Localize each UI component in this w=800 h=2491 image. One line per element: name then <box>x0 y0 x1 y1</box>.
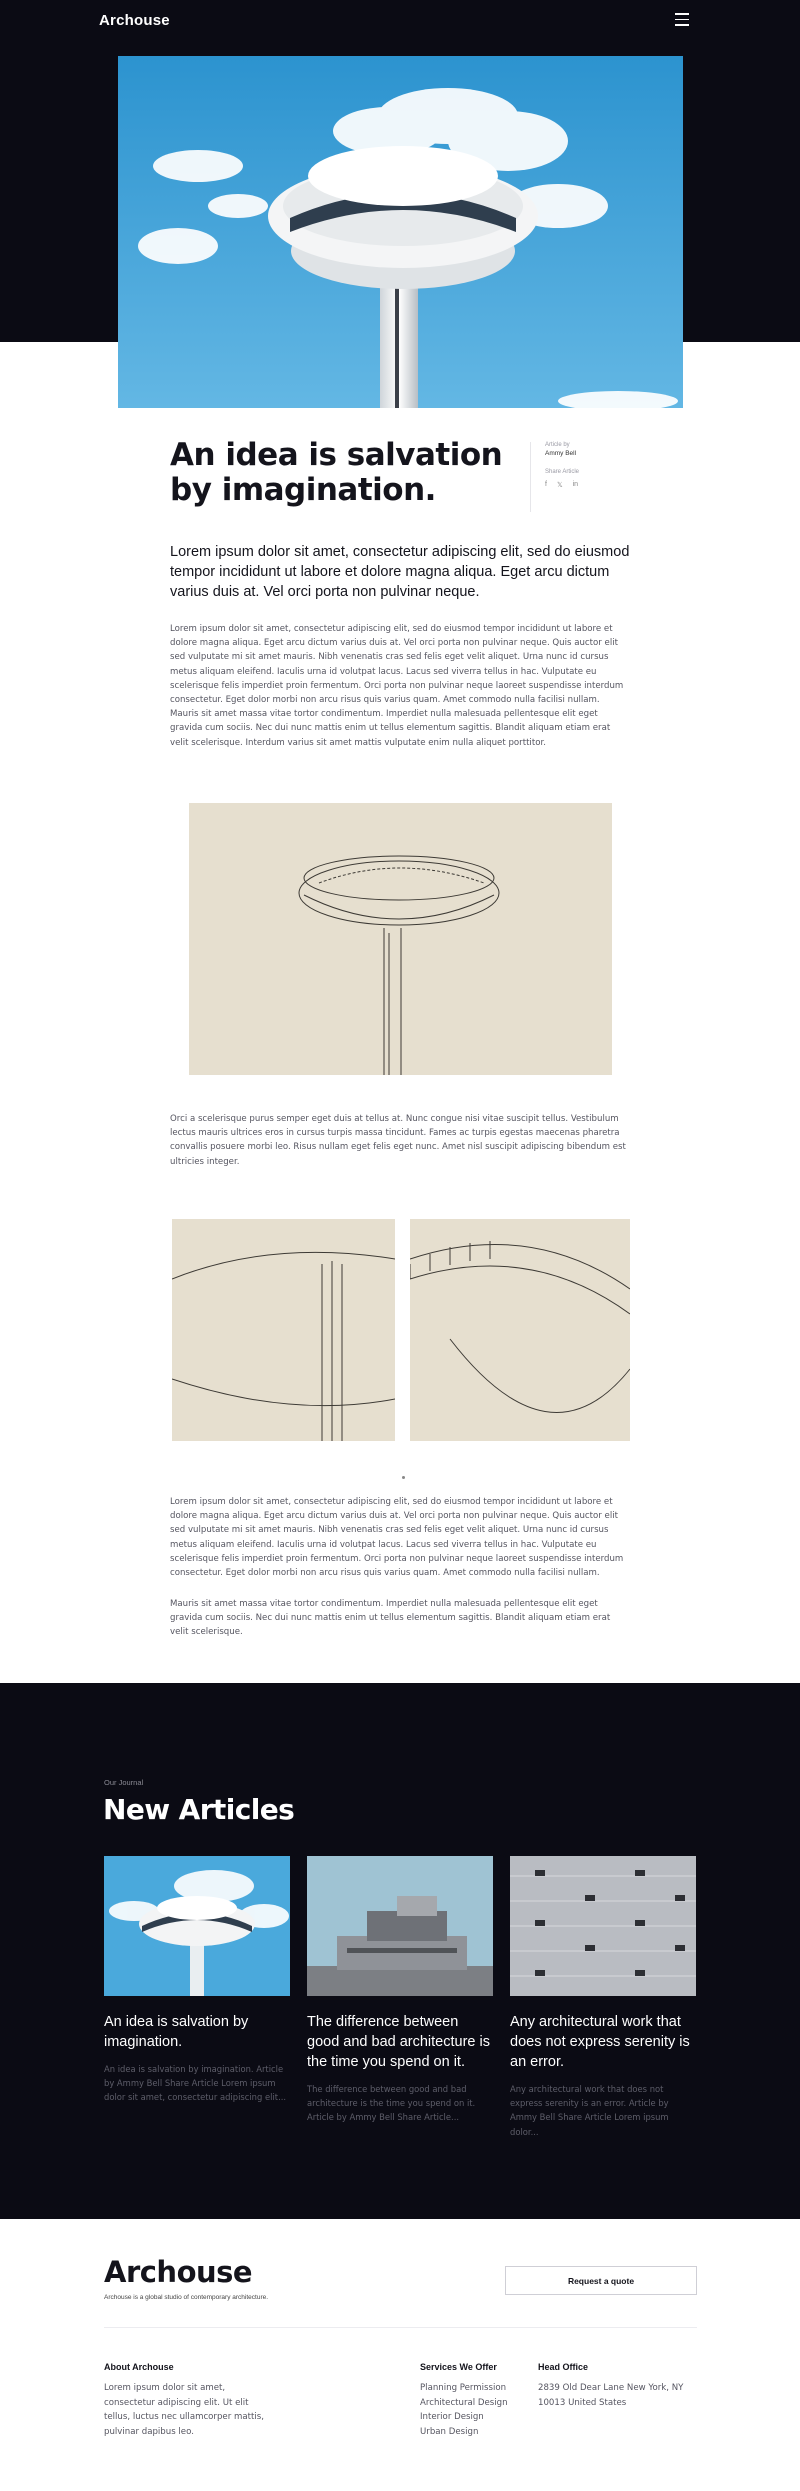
linkedin-icon[interactable]: in <box>572 481 579 488</box>
footer-link-urban[interactable]: Urban Design <box>420 2426 479 2437</box>
request-quote-button[interactable]: Request a quote <box>505 2266 697 2295</box>
footer-office-line1: 2839 Old Dear Lane New York, NY <box>538 2383 684 2393</box>
share-links <box>545 481 640 489</box>
card-title[interactable]: The difference between good and bad architecture is the time you spend on it. <box>307 2014 490 2070</box>
footer-link-interior[interactable]: Interior Design <box>420 2412 484 2422</box>
footer-office <box>538 2362 683 2410</box>
facebook-icon[interactable]: f <box>545 481 547 488</box>
article-paragraph: Mauris sit amet massa vitae tortor condimentum. Imperdiet nulla malesuada pellentesque elit eget gravida cum sociis. Nec dui nunc mattis enim ut tellus elementum sagittis. Blandit aliquam etiam erat velit scelerisque. <box>170 1599 611 1638</box>
article-card[interactable] <box>307 1856 493 2125</box>
divider-dot <box>402 1476 405 1479</box>
footer-link-architectural[interactable]: Architectural Design <box>420 2397 508 2408</box>
section-title: New Articles <box>103 1793 295 1826</box>
card-title[interactable]: Any architectural work that does not express serenity is an error. <box>510 2014 690 2070</box>
section-eyebrow: Our Journal <box>104 1778 144 1787</box>
sketch-image-deck <box>410 1219 630 1441</box>
article-paragraph: Lorem ipsum dolor sit amet, consectetur adipiscing elit, sed do eiusmod tempor incididunt ut labore et dolore magna aliqua. Eget arcu dictum varius duis at. Vel orci porta non pulvinar neque. Quis auctor elit sed vulputate mi sit amet mauris. Nibh venenatis cras sed felis eget velit aliquet. Urna nunc id cursus metus aliquam eleifend. Iaculis urna id volutpat lacus. Lacus sed viverra tellus in hac. Vulputate eu scelerisque felis imperdiet proin fermentum. Orci porta non pulvinar neque laoreet suspendisse interdum consectetur. Eget dolor morbi non arcu risus quis varius quam. Amet commodo nulla facilisi nullam. <box>170 1497 624 1579</box>
card-image <box>307 1856 493 1996</box>
menu-button[interactable] <box>675 13 693 29</box>
sketch-image-column <box>172 1219 395 1441</box>
site-header <box>0 0 800 44</box>
hamburger-icon <box>675 13 693 26</box>
footer-about-heading: About Archouse <box>104 2362 174 2372</box>
footer-divider <box>104 2327 697 2328</box>
card-excerpt: The difference between good and bad architecture is the time you spend on it. Article by Ammy Bell Share Article... <box>307 2084 476 2123</box>
article-card[interactable] <box>104 1856 290 2105</box>
card-excerpt: An idea is salvation by imagination. Article by Ammy Bell Share Article Lorem ipsum dolor sit amet, consectetur adipiscing elit... <box>104 2064 287 2103</box>
card-title[interactable]: An idea is salvation by imagination. <box>104 2014 249 2050</box>
card-image <box>510 1856 696 1996</box>
article <box>0 342 800 797</box>
article-card[interactable] <box>510 1856 696 2139</box>
article-meta <box>530 442 640 512</box>
footer-logo[interactable]: Archouse <box>104 2255 253 2289</box>
card-image <box>104 1856 290 1996</box>
share-label: Share Article <box>545 469 580 475</box>
footer-office-heading: Head Office <box>538 2362 589 2372</box>
sketch-image-tower <box>189 803 612 1075</box>
author-label: Article by <box>545 442 570 448</box>
new-articles-section <box>0 1683 800 2219</box>
article-paragraph: Lorem ipsum dolor sit amet, consectetur adipiscing elit, sed do eiusmod tempor incididunt ut labore et dolore magna aliqua. Eget arcu dictum varius duis at. Vel orci porta non pulvinar neque. Quis auctor elit sed vulputate mi sit amet mauris. Nibh venenatis cras sed felis eget velit aliquet. Urna nunc id cursus metus aliquam eleifend. Iaculis urna id volutpat lacus. Lacus sed viverra tellus in hac. Vulputate eu scelerisque felis imperdiet proin fermentum. Orci porta non pulvinar neque laoreet suspendisse interdum consectetur. Eget dolor morbi non arcu risus quis varius quam. Amet commodo nulla facilisi nullam. Mauris sit amet massa vitae tortor condimentum. Imperdiet nulla malesuada pellentesque elit eget gravida cum sociis. Nec dui nunc mattis enim ut tellus elementum sagittis. Blandit aliquam etiam erat velit scelerisque. Interdum varius sit amet mattis vulputate enim nulla aliquet porttitor. <box>170 624 624 748</box>
article-title: An idea is salvation by imagination. <box>170 437 503 508</box>
site-logo[interactable]: Archouse <box>99 12 170 29</box>
footer-about-text: Lorem ipsum dolor sit amet, consectetur adipiscing elit. Ut elit tellus, luctus nec ullamcorper mattis, pulvinar dapibus leo. <box>104 2383 264 2437</box>
article-paragraph: Orci a scelerisque purus semper eget duis at tellus at. Nunc congue nisi vitae suscipit tellus. Vestibulum lectus mauris ultrices eros in cursus turpis massa tincidunt. Fames ac turpis egestas maecenas pharetra convallis posuere morbi leo. Risus nullam eget felis eget nunc. Amet nisl suscipit adipiscing bibendum est ultricies integer. <box>170 1114 626 1167</box>
footer-tagline: Archouse is a global studio of contemporary architecture. <box>104 2294 269 2301</box>
footer-office-line2: 10013 United States <box>538 2397 627 2408</box>
twitter-icon[interactable]: 𝕏 <box>556 482 563 489</box>
footer-about <box>104 2362 274 2439</box>
footer-services-heading: Services We Offer <box>420 2362 497 2372</box>
footer-services <box>420 2362 508 2439</box>
card-excerpt: Any architectural work that does not express serenity is an error. Article by Ammy Bell Share Article Lorem ipsum dolor... <box>510 2084 669 2137</box>
article-lead: Lorem ipsum dolor sit amet, consectetur adipiscing elit, sed do eiusmod tempor incididunt ut labore et dolore magna aliqua. Eget arcu dictum varius duis at. Vel orci porta non pulvinar neque. <box>170 544 630 600</box>
author-name[interactable]: Ammy Bell <box>545 450 577 457</box>
site-footer <box>0 2219 800 2491</box>
footer-link-planning[interactable]: Planning Permission <box>420 2383 507 2393</box>
